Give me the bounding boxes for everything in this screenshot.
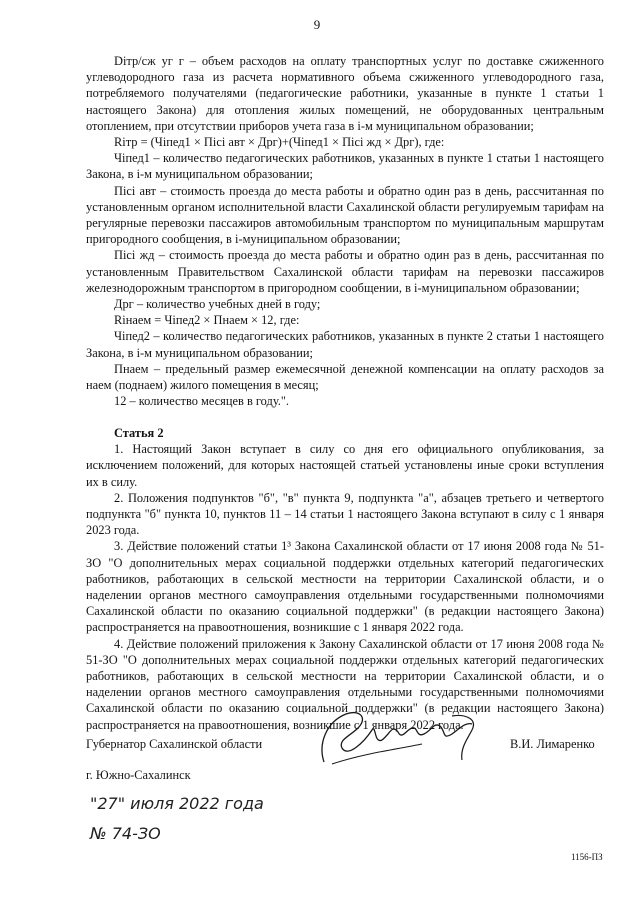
definition-p-naem: Пнаем – предельный размер ежемесячной денежной компенсации на оплату расходов за наем (поднаем) жилого помещения в месяц; xyxy=(86,361,604,393)
handwritten-signature xyxy=(302,704,492,774)
page-number: 9 xyxy=(313,17,321,32)
article-title: Статья 2 xyxy=(114,426,164,440)
definition-ch-ped2: Чіпед2 – количество педагогических работников, указанных в пункте 2 статьи 1 настоящего Закона, в і-м муниципальном образовании; xyxy=(86,329,604,360)
formula-r-inaem: Rінаем = Чіпед2 × Пнаем × 12, где: xyxy=(114,313,300,328)
definition-months: 12 – количество месяцев в году.". xyxy=(114,394,290,409)
footer-code: 1156-ПЗ xyxy=(571,852,603,862)
article-item-1: 1. Настоящий Закон вступает в силу со дня его официального опубликования, за исключением положений, для которых настоящей статьей установлены иные сроки вступления их в силу. xyxy=(86,442,604,489)
definition-p-zhd: Пісі жд – стоимость проезда до места работы и обратно один раз в день, рассчитанная по установленным Правительством Сахалинской области тарифам на перевозки пассажиров железнодорожным транспортом в пригородном сообщении, в і-муниципальном образовании; xyxy=(86,248,604,295)
definition-p-avt: Пісі авт – стоимость проезда до места работы и обратно один раз в день, рассчитанная по установленным органом исполнительной власти Сахалинской области регулируемым тарифам на регулярные перевозки пассажиров автомобильным транспортом по муниципальным маршрутам пригородного сообщения, в і-муниципальном образовании; xyxy=(86,183,604,247)
signature-position: Губернатор Сахалинской области xyxy=(86,737,263,751)
definition-ch-ped1: Чіпед1 – количество педагогических работников, указанных в пункте 1 статьи 1 настоящего Закона, в і-м муниципальном образовании; xyxy=(86,151,604,182)
definitions-block xyxy=(86,53,604,409)
article-item-2: 2. Положения подпунктов "б", "в" пункта 9, подпункта "а", абзацев третьего и четвертого подпункта "б" пункта 10, пунктов 11 – 14 статьи 1 настоящего Закона вступают в силу с 1 января 2023 года. xyxy=(86,490,604,538)
signature-number: № 74-ЗО xyxy=(90,824,161,843)
formula-r-itr: Rітр = (Чіпед1 × Пісі авт × Дрг)+(Чіпед1 × Пісі жд × Дрг), где: xyxy=(114,135,445,150)
definition-transport-gas: Dітр/сж уг г – объем расходов на оплату транспортных услуг по доставке сжиженного углеводородного газа из расчета нормативного объема сжиженного углеводородного газа, потребляемого получателями (педагогические работники, указанные в пункте 1 статьи 1 настоящего Закона) для отопления жилых помещений, не оборудованных центральным отоплением, при отсутствии приборов учета газа в і-м муниципальном образовании; xyxy=(86,54,604,133)
article-2-block xyxy=(86,425,604,733)
signature-name: В.И. Лимаренко xyxy=(510,737,595,751)
signature-date: "27" июля 2022 года xyxy=(90,794,264,813)
signature-city: г. Южно-Сахалинск xyxy=(86,768,191,782)
definition-d-rg: Дрг – количество учебных дней в году; xyxy=(114,297,321,312)
article-item-4: 4. Действие положений приложения к Закону Сахалинской области от 17 июня 2008 года № 51-ЗО "О дополнительных мерах социальной поддержки отдельных категорий педагогических работников, работающих в сельской местности на территории Сахалинской области, и о наделении органов местного самоуправления отдельными государственными полномочиями Сахалинской области по оказанию социальной поддержки" (в редакции настоящего Закона) распространяется на правоотношения, возникшие с 1 января 2022 года. xyxy=(86,636,604,732)
article-item-3: 3. Действие положений статьи 1³ Закона Сахалинской области от 17 июня 2008 года № 51-ЗО "О дополнительных мерах социальной поддержки отдельных категорий педагогических работников, работающих в сельской местности на территории Сахалинской области, и о наделении органов местного самоуправления отдельными государственными полномочиями Сахалинской области по оказанию социальной поддержки" (в редакции настоящего Закона) распространяется на правоотношения, возникшие с 1 января 2022 года. xyxy=(86,539,604,635)
